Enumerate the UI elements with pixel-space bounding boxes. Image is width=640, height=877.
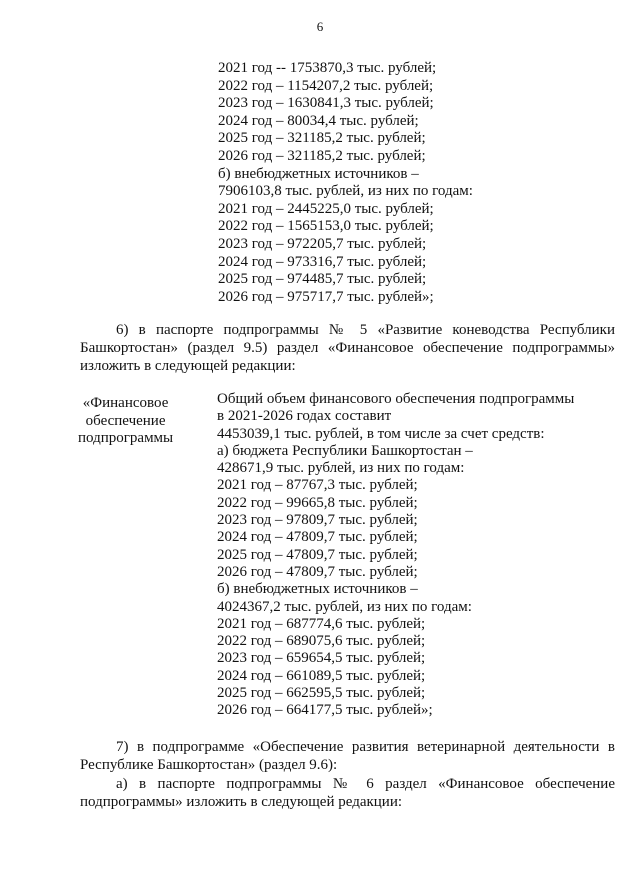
list-item: 2024 год – 80034,4 тыс. рублей; xyxy=(218,112,419,129)
funding-line: в 2021-2026 годах составит xyxy=(217,408,392,425)
page-number: 6 xyxy=(316,19,324,34)
funding-line: 2025 год – 47809,7 тыс. рублей; xyxy=(217,546,418,563)
funding-line: 2026 год – 664177,5 тыс. рублей»; xyxy=(217,702,433,719)
list-item: 2022 год – 1565153,0 тыс. рублей; xyxy=(218,218,434,235)
funding-line: 4024367,2 тыс. рублей, из них по годам: xyxy=(217,598,472,615)
list-item: 2025 год – 321185,2 тыс. рублей; xyxy=(218,130,426,147)
funding-line: 2021 год – 687774,6 тыс. рублей; xyxy=(217,615,426,632)
funding-line: 2021 год – 87767,3 тыс. рублей; xyxy=(217,477,418,494)
funding-line: 428671,9 тыс. рублей, из них по годам: xyxy=(217,460,465,477)
funding-line: 2023 год – 97809,7 тыс. рублей; xyxy=(217,512,418,529)
funding-line: 4453039,1 тыс. рублей, в том числе за счет средств: xyxy=(217,425,545,442)
funding-label-line: обеспечение xyxy=(85,412,166,429)
paragraph-7-text: 7) в подпрограмме «Обеспечение развития ветеринарной деятельности в Республике Башкортостан» (раздел 9.6): xyxy=(80,739,615,773)
funding-label-line: «Финансовое xyxy=(82,395,169,411)
list-item: 2024 год – 973316,7 тыс. рублей; xyxy=(218,253,427,270)
budget-years-list xyxy=(218,60,473,306)
list-item: 2026 год – 321185,2 тыс. рублей; xyxy=(218,147,426,164)
list-item: 2026 год – 975717,7 тыс. рублей»; xyxy=(218,288,434,305)
funding-line: 2023 год – 659654,5 тыс. рублей; xyxy=(217,650,426,667)
list-item: 2023 год – 972205,7 тыс. рублей; xyxy=(218,235,427,252)
funding-line: 2024 год – 47809,7 тыс. рублей; xyxy=(217,529,418,546)
list-item: 2021 год -- 1753870,3 тыс. рублей; xyxy=(218,60,437,76)
funding-label-line: подпрограммы xyxy=(78,430,174,447)
funding-line: б) внебюджетных источников – xyxy=(217,581,418,598)
funding-line: Общий объем финансового обеспечения подпрограммы xyxy=(217,391,575,407)
funding-line: 2024 год – 661089,5 тыс. рублей; xyxy=(217,667,426,684)
funding-label xyxy=(78,395,173,448)
funding-line: 2022 год – 689075,6 тыс. рублей; xyxy=(217,633,426,650)
list-item: 2023 год – 1630841,3 тыс. рублей; xyxy=(218,95,434,112)
list-item: 2025 год – 974485,7 тыс. рублей; xyxy=(218,271,427,288)
list-item: 2021 год – 2445225,0 тыс. рублей; xyxy=(218,200,434,217)
paragraph-7 xyxy=(80,738,615,774)
funding-line: 2025 год – 662595,5 тыс. рублей; xyxy=(217,685,426,702)
paragraph-6 xyxy=(80,321,615,375)
list-item: б) внебюджетных источников – xyxy=(218,165,419,182)
paragraph-7a-text: а) в паспорте подпрограммы № 6 раздел «Финансовое обеспечение подпрограммы» изложить в следующей редакции: xyxy=(80,776,615,810)
list-item: 2022 год – 1154207,2 тыс. рублей; xyxy=(218,77,434,94)
funding-line: 2022 год – 99665,8 тыс. рублей; xyxy=(217,494,418,511)
list-item: 7906103,8 тыс. рублей, из них по годам: xyxy=(218,183,473,200)
funding-line: а) бюджета Республики Башкортостан – xyxy=(217,442,473,459)
paragraph-6-text: 6) в паспорте подпрограммы № 5 «Развитие коневодства Республики Башкортостан» (раздел 9.5) раздел «Финансовое обеспечение подпрограммы» изложить в следующей редакции: xyxy=(80,322,615,374)
funding-details xyxy=(217,391,574,720)
funding-line: 2026 год – 47809,7 тыс. рублей; xyxy=(217,563,418,580)
paragraph-7a xyxy=(80,775,615,811)
